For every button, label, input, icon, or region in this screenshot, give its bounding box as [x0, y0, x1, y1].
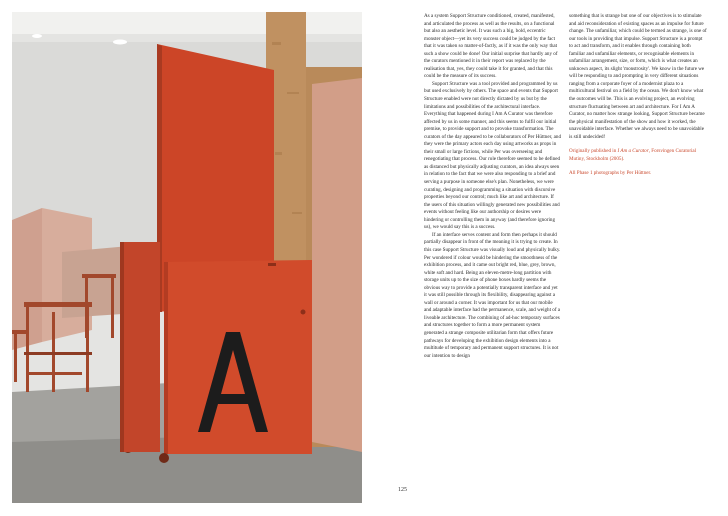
text-column-left	[424, 13, 561, 360]
publication-credit: Originally published in I Am a Curator, Forsvingen Curatorial Mutiny, Stockholm (2005).	[569, 148, 697, 162]
paragraph: Support Structure was a tool provided and programmed by us but used exclusively by others. The space and events that Support Structure enabled were not directly dictated by us but by the limitations and possibilities of the architectural interface. Everything that happened during I Am A Curator was therefore affected by us in some manner, and this seems to fulfil our initial premise, to provide support and to provoke transformation. The curators of the day appeared to be collaborators of Per Hüttner, and they were the primary actors each day using artworks as props in their small or large fictions, while Per was overseeing and renegotiating that process. Our role therefore seemed to be defined as distanced but physically adjusting curators, an idea always seen in relation to the fact that we were also responding to a brief and serving a purpose in someone else's plan. Nonetheless, we were curating, designing and programming a situation with discursive properties beyond our control; much like art and architecture. If the users of this situation willingly generated new possibilities and events without feeling like our authorship or desires were hindering or controlling them in anyway (and therefore ignoring us), we would say this is a success.	[424, 80, 561, 231]
page-number: 125	[398, 487, 407, 493]
paragraph: something that is strange but one of our objectives is to stimulate and aid reconsideration of existing spaces as an impulse for future change. The unfamiliar, which could be termed as strange, is one of our tools in providing that impulse. Support Structure is a prompt to act and transform, and it enables through containing both familiar and unfamiliar elements, or recognisable elements in unfamiliar arrangement, size, or form, which is what creates an unknown aspect, its slight 'monstrosity'. We know in the future we will be responding to and prompting in very different situations ranging from a corporate foyer of a modernist plaza to a multicultural festival on a field by the ocean. We don't know what the outcomes will be. This is an evolving project, an evolving structure fluctuating between art and architecture. For I Am A Curator, no matter how strange looking, Support Structure became the physical manifestation of the show and how it worked, the unavoidable interface. Whether we always need to be unavoidable is still undecided!	[569, 13, 707, 140]
text-column-right	[569, 13, 707, 178]
photo-credit: All Phase 1 photographs by Per Hüttner.	[569, 170, 652, 177]
paragraph: If an interface serves content and form then perhaps it should partially disappear in front of the meaning it is trying to create. In this case Support Structure was visually loud and physically bulky. Per wondered if colour would be hindering the smoothness of the exhibition process, and it came out bright red, blue, grey, brown, white soft and hard. Being an eleven-metre-long partition with storage units up to the size of phone boxes hardly seems the obvious way to provide a potentially transparent interface and yet it was still possible through its flexibility, disappearing against a wall or around a corner. It was important for us that our mobile and adaptable interface had the permanence, scale, and weight of a liveable architecture. The combining of ad-hoc temporary surfaces and structures together to form a more permanent system generated a strange composite utilitarian form that offers future pathways for developing the exhibition design elements into a multitude of temporary and permanent support structures. It is not our intention to design	[424, 231, 561, 359]
exhibition-photo	[12, 12, 362, 503]
paragraph: As a system Support Structure conditioned, created, manifested, and articulated the process as well as the results, on a functional but also an aesthetic level. It was such a big, bold, eccentric monster object—yet its very success could be judged by the fact that it was taken so matter-of-factly, as if it was the only way that such a show could be done! Our initial surprise that hardly any of the curators mentioned it in their report was replaced by the realisation that, yes, they could take it for granted, and that this could be the measure of its success.	[424, 13, 558, 80]
